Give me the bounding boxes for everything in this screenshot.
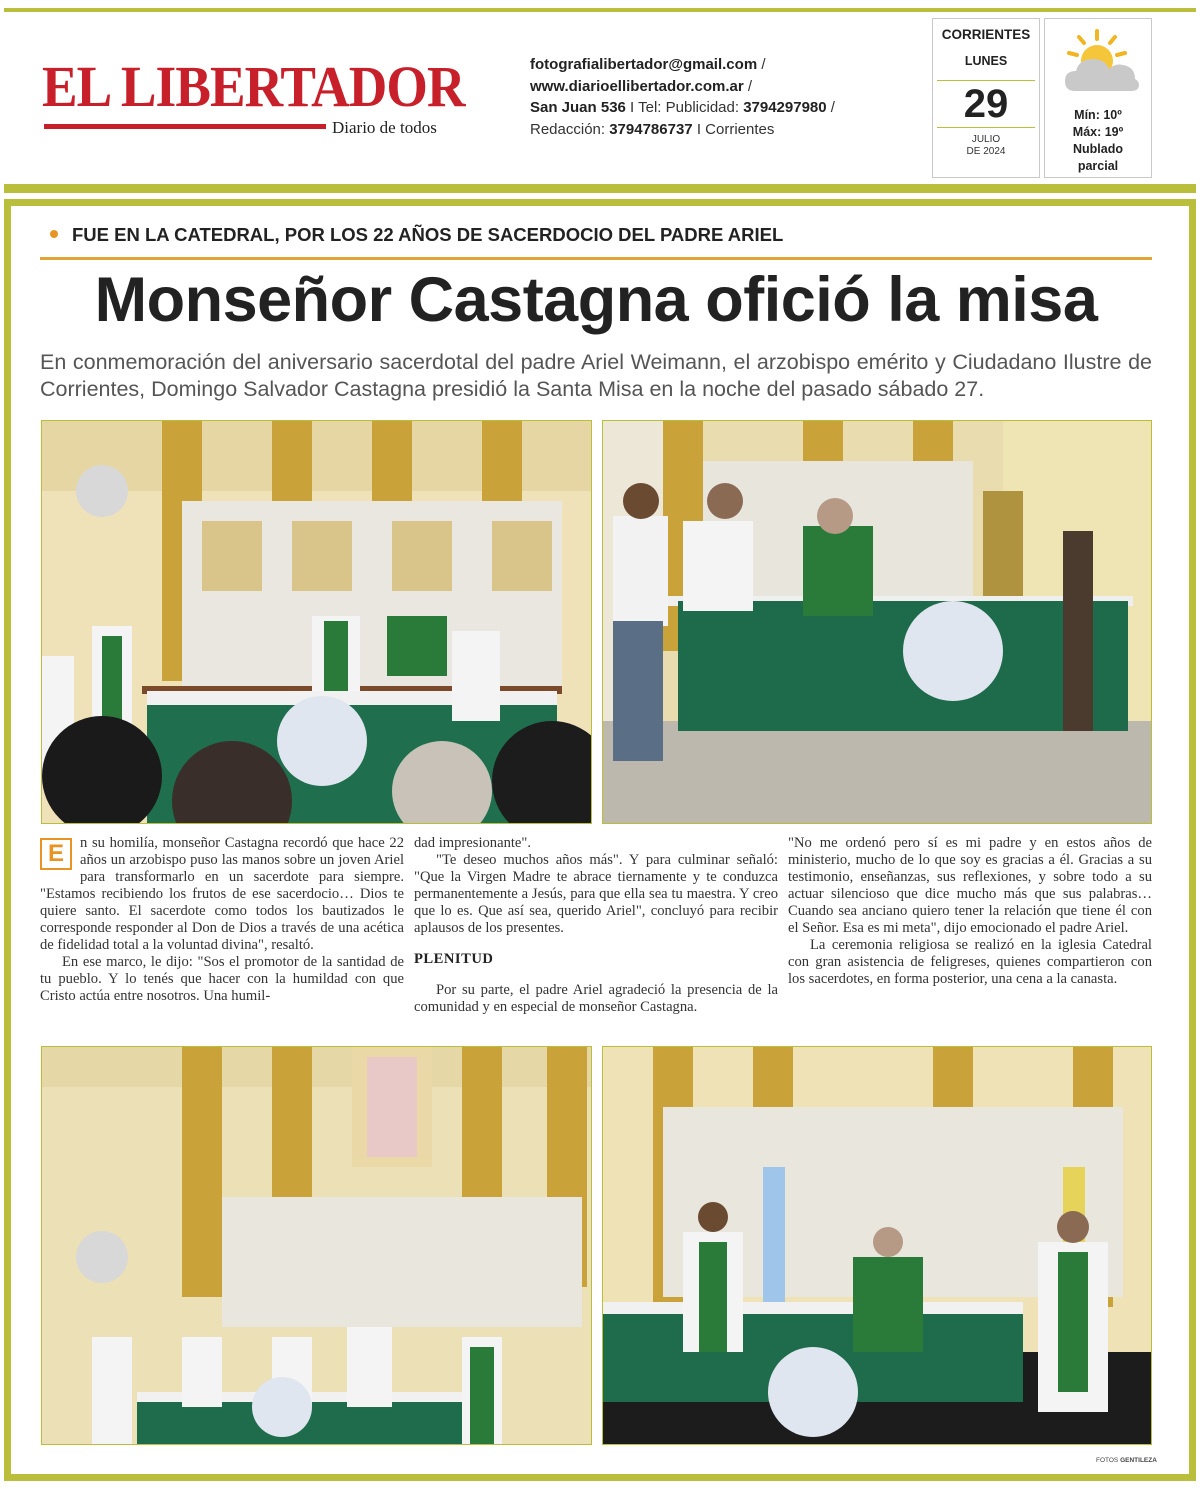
weather-min: Mín: 10º (1074, 108, 1122, 122)
kicker-bullet-icon (50, 230, 58, 238)
weather-condition-2: parcial (1077, 159, 1119, 173)
top-rule (4, 8, 1196, 12)
newspaper-tagline: Diario de todos (332, 118, 437, 137)
masthead[interactable] (42, 54, 465, 138)
date-sep-bottom (937, 127, 1035, 128)
partly-cloudy-icon (1059, 29, 1143, 97)
email-link[interactable]: fotografialibertador@gmail.com (530, 56, 758, 73)
photo-ceremony-right[interactable] (602, 1046, 1152, 1445)
contact-info: fotografialibertador@gmail.com / www.diarioellibertador.com.ar / San Juan 536 I Tel: Publicidad: 3794297980 / Redacción: 3794786737 I Corrientes (530, 56, 835, 138)
date-box (932, 18, 1040, 178)
col2-paragraph-1: dad impresionante". (414, 835, 531, 851)
weather-box (1044, 18, 1152, 178)
subhead: PLENITUD (414, 951, 494, 967)
col2-paragraph-2: "Te deseo muchos años más". Y para culminar señaló: "Que la Virgen Madre te abrace tiernamente y te conduzca permanentemente a Jesús, para que ella sea tu maestra. Y creo que lo es. Que así sea, querido Ariel", concluyó para recibir aplausos de los presentes. (414, 852, 778, 936)
col3-paragraph-2: La ceremonia religiosa se realizó en la iglesia Catedral con gran asistencia de feligreses, quienes compartieron con los sacerdotes, en forma posterior, una cena a la canasta. (788, 937, 1152, 987)
newspaper-logo: EL LIBERTADOR (42, 54, 465, 119)
date-month: JULIO (971, 134, 1001, 145)
photo-altar-wide[interactable] (41, 420, 592, 824)
logo-underline (44, 124, 326, 129)
col1-paragraph-1: n su homilía, monseñor Castagna recordó que hace 22 años un arzobispo puso las manos sobre un joven Ariel para transformarlo en un sacerdote para siempre. "Estamos recibiendo los frutos de ese sacerdocio… Dios te quiere santo. El sacerdote como todos los bautizados le corresponde responder al Don de Dios a través de una acética de fidelidad total a la voluntad divina", resaltó. (40, 835, 404, 953)
photo-ceremony-left[interactable] (41, 1046, 592, 1445)
date-year: DE 2024 (966, 146, 1006, 157)
article-col-2 (414, 835, 778, 1016)
date-weekday: LUNES (964, 54, 1008, 68)
article-col-1 (40, 835, 404, 1005)
dropcap: E (40, 838, 72, 870)
photo-credit: FOTOS GENTILEZA (1096, 1457, 1157, 1464)
phone-newsroom: 3794786737 (609, 120, 693, 138)
col3-paragraph-1: "No me ordenó pero sí es mi padre y en estos años de ministerio, mucho de lo que soy es gracias a él. Gracias a su testimonio, enseñanzas, sus reflexiones, y sobre todo a su actuar silencioso que dice mucho más que sus palabras… Cuando sea anciano quiero tener la relación que tiene él con el Señor. Esa es mi meta", dijo emocionado el padre Ariel. (788, 835, 1152, 936)
address: San Juan 536 (530, 99, 626, 116)
date-day: 29 (963, 82, 1009, 126)
article-headline: Monseñor Castagna ofició la misa (94, 265, 1098, 335)
website-link[interactable]: www.diarioellibertador.com.ar (530, 77, 744, 95)
article-kicker: FUE EN LA CATEDRAL, POR LOS 22 AÑOS DE SACERDOCIO DEL PADRE ARIEL (50, 224, 783, 246)
weather-max: Máx: 19º (1072, 125, 1124, 139)
col2-paragraph-3: Por su parte, el padre Ariel agradeció la presencia de la comunidad y en especial de monseñor Castagna. (414, 982, 778, 1015)
col1-paragraph-2: En ese marco, le dijo: "Sos el promotor de la santidad de tu pueblo. Y lo tenés que hacer con la humildad con que Cristo actúa entre nosotros. Una humil- (40, 954, 404, 1004)
article-deck: En conmemoración del aniversario sacerdotal del padre Ariel Weimann, el arzobispo emérito y Ciudadano Ilustre de Corrientes, Domingo Salvador Castagna presidió la Santa Misa en la noche del pasado sábado 27. (40, 350, 1152, 401)
photo-altar-table[interactable] (602, 420, 1152, 824)
article-col-3 (788, 835, 1152, 988)
phone-advertising: 3794297980 (743, 99, 827, 116)
date-city: CORRIENTES (941, 27, 1031, 42)
weather-condition-1: Nublado (1073, 142, 1123, 156)
header-divider (4, 184, 1196, 193)
weather-text (1045, 107, 1151, 175)
